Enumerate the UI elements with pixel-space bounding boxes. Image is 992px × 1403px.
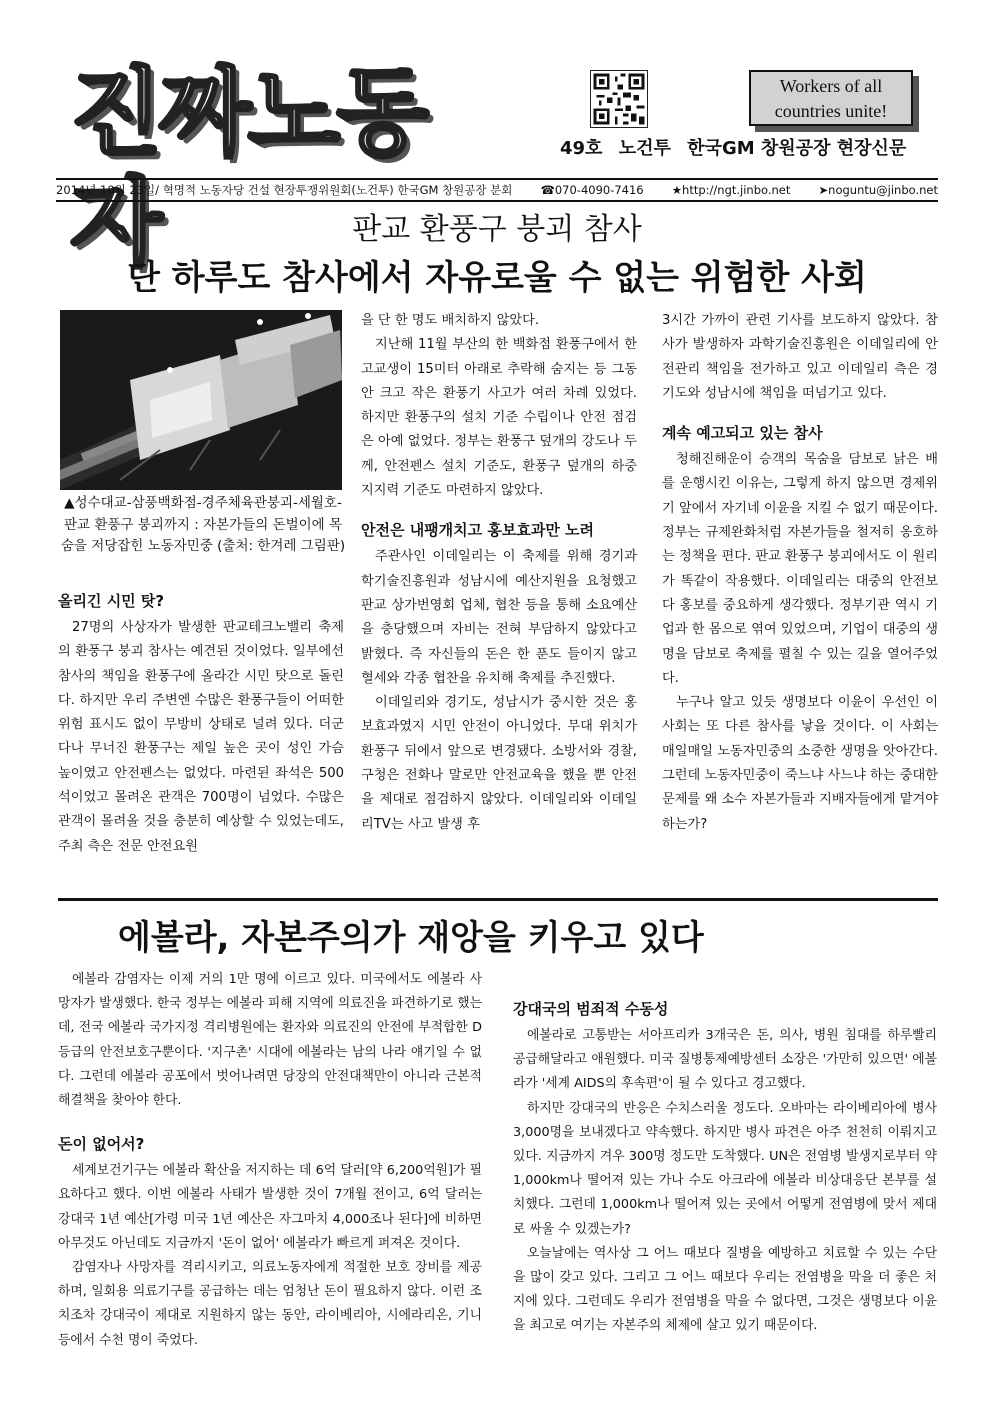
article1-column-2 (361, 309, 637, 837)
article2-paragraph-5: 하지만 강대국의 반응은 수치스러울 정도다. 오바마는 라이베리아에 병사 3,000명을 보내겠다고 약속했다. 하지만 병사 파견은 아주 천천히 이뤄지고 있다. 지금까지 겨우 300명 정도만 도착했다. UN은 전염병 발생지로부터 약 1,000km나 떨어져 있는 가나 수도 아크라에 에볼라 비상대응단 본부를 설치했다. 그런데 1,000km나 떨어져 있는 곳에서 어떻게 전염병에 맞서 제대로 싸울 수 있겠는가? (513, 1100, 937, 1237)
org-name: 노건투 (618, 138, 671, 159)
article2-subhead-1: 돈이 없어서? (58, 1135, 145, 1154)
article2-paragraph-2: 세계보건기구는 에볼라 확산을 저지하는 데 6억 달러[약 6,200억원]가 필요하다고 했다. 이번 에볼라 사태가 발생한 것이 7개월 전이고, 6억 달러는 강대국 1년 예산[가령 미국 1년 예산은 자그마치 4,000조나 된다]에 비하면 아무것도 아닌데도 지금까지 '돈이 없어' 에볼라가 빠르게 퍼져온 것이다. (58, 1163, 482, 1251)
article1-paragraph-2: 지난해 11월 부산의 한 백화점 환풍구에서 한 고교생이 15미터 아래로 추락해 숨지는 등 그동안 크고 작은 환풍기 사고가 여러 차례 있었다. 하지만 환풍구의 설치 기준 수립이나 안전 점검은 아예 없었다. 정부는 환풍구 덮개의 강도나 두께, 안전펜스 설치 기준도, 환풍구 덮개의 하중 지지력 기준도 마련하지 않았다. (361, 337, 637, 499)
info-bar (56, 178, 938, 202)
qr-code-icon (590, 70, 648, 128)
article1-paragraph-6: 청해진해운이 승객의 목숨을 담보로 낡은 배를 운행시킨 이유는, 그렇게 하지 않으면 경제위기 앞에서 자기네 이윤을 지킬 수 없기 때문이다. 정부는 규제완화처럼 자본가들을 철저히 옹호하는 정책을 편다. 판교 환풍구 붕괴에서도 이 원리가 똑같이 작용했다. 이데일리는 대중의 안전보다 홍보를 중요하게 생각했다. 정부기관 역시 기업과 한 몸으로 엮여 있었으며, 기업이 대중의 생명을 담보로 축제를 펼칠 수 있는 길을 열어주었다. (662, 452, 938, 686)
section-divider (58, 898, 938, 901)
article1-paragraph-5: 3시간 가까이 관련 기사를 보도하지 않았다. 참사가 발생하자 과학기술진흥원은 이데일리에 안전관리 책임을 전가하고 있고 이데일리 측은 경기도와 성남시에 책임을 떠넘기고 있다. (662, 313, 938, 401)
info-website[interactable]: ★http://ngt.jinbo.net (671, 183, 791, 197)
info-phone: ☎070-4090-7416 (540, 183, 644, 197)
article1-column-1 (58, 580, 344, 859)
cartoon-image (60, 310, 342, 490)
article2-paragraph-6: 오늘날에는 역사상 그 어느 때보다 질병을 예방하고 치료할 수 있는 수단을 많이 갖고 있다. 그리고 그 어느 때보다 우리는 전염병을 막을 더 좋은 처지에 있다. 그런데도 우리가 전염병을 막을 수 없다면, 그것은 생명보다 이윤을 최고로 여기는 자본주의 체제에 살고 있기 때문이다. (513, 1245, 937, 1334)
article2-column-2 (513, 996, 937, 1339)
issue-number: 49호 (560, 138, 603, 159)
info-date-org: 2014년 10월 23일/ 혁명적 노동자당 건설 현장투쟁위원회(노건투) 한국GM 창원공장 분회 (56, 183, 513, 197)
article1-paragraph-3: 주관사인 이데일리는 이 축제를 위해 경기과학기술진흥원과 성남시에 예산지원을 요청했고 판교 상가번영회 업체, 협찬 등을 통해 소요예산을 충당했으며 자비는 전혀 부담하지 않았다고 밝혔다. 즉 자신들의 돈은 한 푼도 들이지 않고 혈세와 각종 협찬을 유치해 축제를 추진했다. (361, 549, 637, 686)
article1-column-3 (662, 309, 938, 837)
article1-headline: 단 하루도 참사에서 자유로울 수 없는 위험한 사회 (127, 258, 867, 298)
article1-subhead-3: 계속 예고되고 있는 참사 (662, 424, 823, 443)
article1-paragraph-7: 누구나 알고 있듯 생명보다 이윤이 우선인 이 사회는 또 다른 참사를 낳을 것이다. 이 사회는 매일매일 노동자민중의 소중한 생명을 앗아간다. 그런데 노동자민중이 죽느냐 사느냐 하는 중대한 문제를 왜 소수 자본가들과 지배자들에게 맡겨야 하는가? (662, 695, 938, 832)
article1-subhead-2: 안전은 내팽개치고 홍보효과만 노려 (361, 521, 595, 540)
article2-paragraph-1: 에볼라 감염자는 이제 거의 1만 명에 이르고 있다. 미국에서도 에볼라 사망자가 발생했다. 한국 정부는 에볼라 피해 지역에 의료진을 파견하기로 했는데, 전국 에볼라 국가지정 격리병원에는 환자와 의료진의 안전에 부적합한 D등급의 안전보호구뿐이다. '지구촌' 시대에 에볼라는 남의 나라 얘기일 수 없다. 그런데 에볼라 공포에서 벗어나려면 당장의 안전대책만이 아니라 근본적 해결책을 찾아야 한다. (58, 972, 482, 1109)
slogan-box (749, 70, 913, 126)
article1-paragraph-1-continued: 을 단 한 명도 배치하지 않았다. (361, 313, 540, 328)
cartoon-caption: ▲성수대교-삼풍백화점-경주체육관붕괴-세월호-판교 환풍구 붕괴까지 : 자본가들의 돈벌이에 목숨을 저당잡힌 노동자민중 (출처: 한겨레 그림판) (60, 495, 346, 554)
article2-paragraph-4: 에볼라로 고통받는 서아프리카 3개국은 돈, 의사, 병원 침대를 하루빨리 공급해달라고 애원했다. 미국 질병통제예방센터 소장은 '가만히 있으면' 에볼라가 '세계 AIDS의 후속편'이 될 수 있다고 경고했다. (513, 1028, 937, 1092)
article1-kicker: 판교 환풍구 붕괴 참사 (352, 212, 642, 247)
article1-paragraph-1: 27명의 사상자가 발생한 판교테크노밸리 축제의 환풍구 붕괴 참사는 예견된 것이었다. 일부에선 참사의 책임을 환풍구에 올라간 시민 탓으로 돌린다. 하지만 우리 주변엔 수많은 환풍구들이 어떠한 위험 표시도 없이 무방비 상태로 널려 있다. 더군다나 무너진 환풍구는 제일 높은 곳이 성인 가슴 높이였고 안전펜스는 없었다. 마련된 좌석은 500석이었고 몰려온 관객은 700명이 넘었다. 수많은 관객이 몰려올 것을 충분히 예상할 수 있었는데도, 주최 측은 전문 안전요원 (58, 620, 344, 854)
article2-paragraph-3: 감염자나 사망자를 격리시키고, 의료노동자에게 적절한 보호 장비를 제공하며, 일회용 의료기구를 공급하는 데는 엄청난 돈이 필요하지 않다. 이런 조치조차 강대국이 제대로 지원하지 않는 동안, 라이베리아, 시에라리온, 기니 등에서 수천 명이 죽었다. (58, 1260, 482, 1348)
plant-name: 한국GM 창원공장 현장신문 (687, 138, 907, 159)
masthead-title: 진짜노동자 (70, 57, 425, 279)
info-email[interactable]: ➤noguntu@jinbo.net (818, 183, 938, 197)
issue-line (560, 134, 940, 162)
article1-subhead-1: 올리긴 시민 탓? (58, 592, 165, 610)
article1-paragraph-4: 이데일리와 경기도, 성남시가 중시한 것은 홍보효과였지 시민 안전이 아니었다. 무대 위치가 환풍구 뒤에서 앞으로 변경됐다. 소방서와 경찰, 구청은 전화나 말로만 안전교육을 했을 뿐 안전을 제대로 점검하지 않았다. 이데일리와 이데일리TV는 사고 발생 후 (361, 695, 637, 832)
article2-column-1 (58, 968, 482, 1353)
slogan-line-2: countries unite! (774, 101, 888, 121)
slogan-line-1: Workers of all (779, 76, 883, 96)
article2-subhead-2: 강대국의 범죄적 수동성 (513, 1000, 669, 1018)
article2-headline: 에볼라, 자본주의가 재앙을 키우고 있다 (118, 918, 704, 958)
